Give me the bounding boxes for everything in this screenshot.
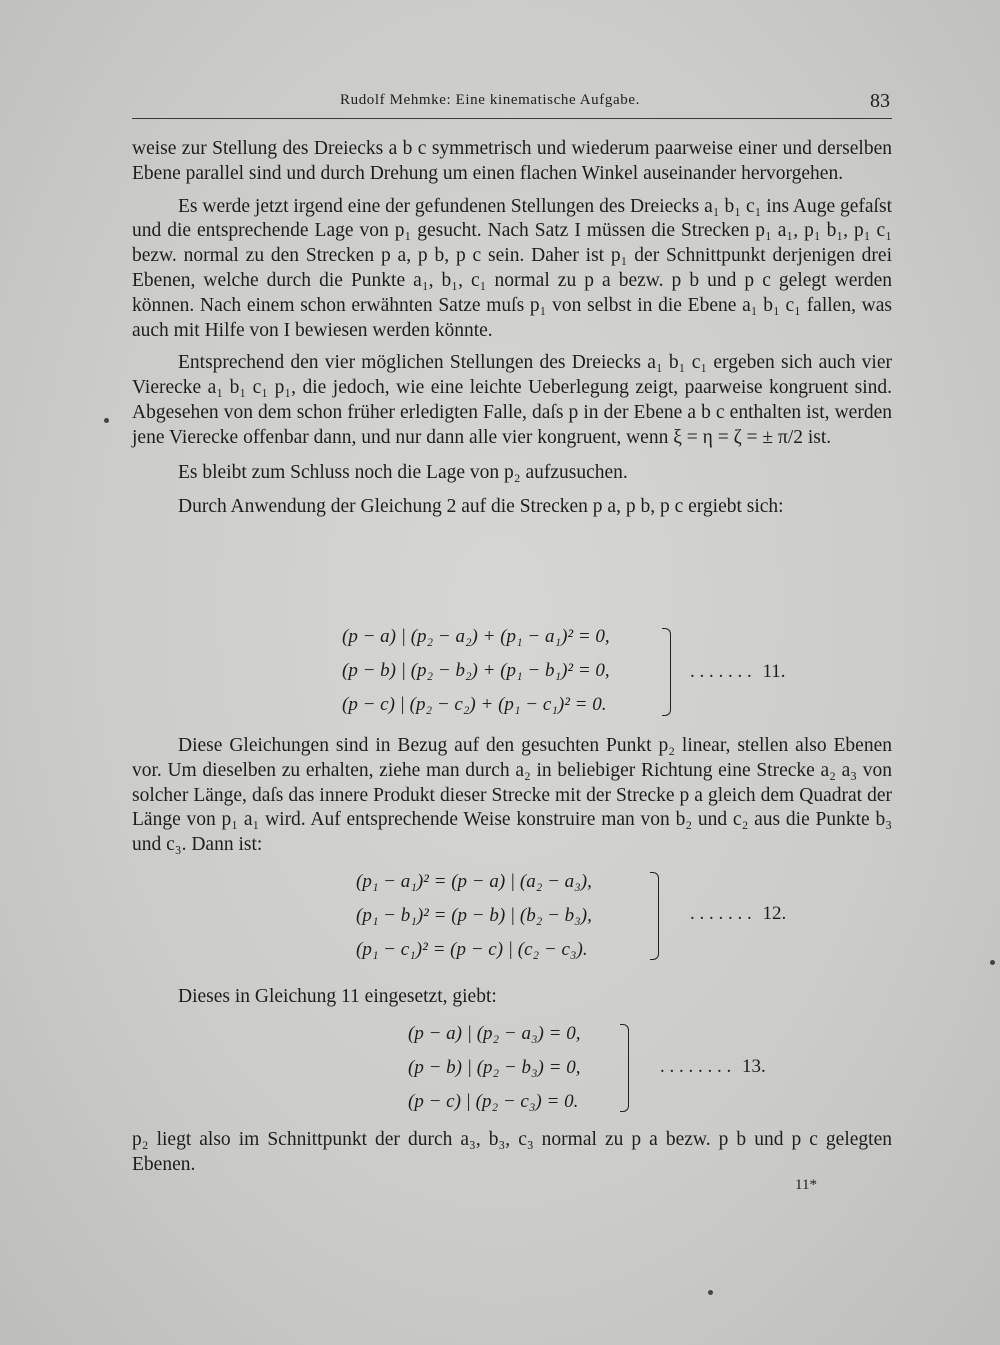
equation-line: (p − a) | (p₂ − a₂) + (p₁ − a₁)² = 0, bbox=[342, 626, 610, 647]
paragraph-7: Dieses in Gleichung 11 eingesetzt, giebt: bbox=[178, 986, 497, 1007]
header-title: Rudolf Mehmke: Eine kinematische Aufgabe. bbox=[340, 92, 640, 108]
equation-line: (p − a) | (p₂ − a₃) = 0, bbox=[408, 1023, 581, 1044]
equation-group-11 bbox=[342, 620, 610, 722]
leader-dots: . . . . . . . bbox=[690, 661, 752, 682]
text-block-2 bbox=[132, 734, 892, 858]
ink-spot bbox=[708, 1290, 713, 1295]
text-block-4 bbox=[132, 1128, 892, 1178]
page-number: 83 bbox=[870, 90, 890, 112]
equation-line: (p − b) | (p₂ − b₃) = 0, bbox=[408, 1057, 581, 1078]
right-brace bbox=[662, 628, 671, 716]
equation-number-13: 13. bbox=[742, 1056, 766, 1077]
running-header bbox=[132, 88, 892, 119]
paragraph-2: Es werde jetzt irgend eine der gefundenen Stellungen des Dreiecks a₁ b₁ c₁ ins Auge gefaſst und die entsprechende Lage von p₁ gesucht. Nach Satz I müssen die Strecken p₁ a₁, p₁ b₁, p₁ c₁ bezw. normal zu den Strecken p a, p b, p c sein. Daher ist p₁ der Schnittpunkt derjenigen drei Ebenen, welche durch die Punkte a₁, b₁, c₁ normal zu p a bezw. p b und p c gelegt werden können. Nach einem schon erwähnten Satze muſs p₁ von selbst in die Ebene a₁ b₁ c₁ fallen, was auch mit Hilfe von I bewiesen werden könnte. bbox=[132, 195, 892, 341]
equation-number-12: 12. bbox=[762, 903, 787, 924]
ink-spot bbox=[104, 418, 109, 423]
equation-line: (p₁ − b₁)² = (p − b) | (b₂ − b₃), bbox=[356, 905, 592, 926]
equation-leader bbox=[660, 1056, 766, 1078]
signature-mark: 11* bbox=[795, 1177, 817, 1193]
text-block-3 bbox=[132, 985, 892, 1010]
text-block-1 bbox=[132, 137, 892, 520]
equation-line: (p₁ − a₁)² = (p − a) | (a₂ − a₃), bbox=[356, 871, 592, 892]
ink-spot bbox=[990, 960, 995, 965]
equation-leader bbox=[690, 903, 786, 925]
paragraph-1: weise zur Stellung des Dreiecks a b c symmetrisch und wiederum paarweise einer und derselben Ebene parallel sind und durch Drehung um einen flachen Winkel auseinander hervorgehen. bbox=[132, 138, 892, 184]
paragraph-6: Diese Gleichungen sind in Bezug auf den gesuchten Punkt p₂ linear, stellen also Ebenen vor. Um dieselben zu erhalten, ziehe man durch a₂ in beliebiger Richtung eine Strecke a₂ a₃ von solcher Länge, daſs das innere Produkt dieser Strecke mit der Strecke p a gleich dem Quadrat der Länge von p₁ a₁ wird. Auf entsprechende Weise konstruire man von b₂ und c₂ aus die Punkte b₃ und c₃. Dann ist: bbox=[132, 735, 892, 856]
leader-dots: . . . . . . . bbox=[690, 903, 752, 924]
equation-line: (p₁ − c₁)² = (p − c) | (c₂ − c₃). bbox=[356, 939, 588, 960]
paragraph-4: Es bleibt zum Schluss noch die Lage von p₂ aufzusuchen. bbox=[178, 461, 628, 483]
paragraph-3: Entsprechend den vier möglichen Stellungen des Dreiecks a₁ b₁ c₁ ergeben sich auch vier Vierecke a₁ b₁ c₁ p₁, die jedoch, wie eine leichte Ueberlegung zeigt, paarweise kongruent sind. Abgesehen von dem schon früher erledigten Falle, daſs p in der Ebene a b c enthalten ist, werden jene Vierecke offenbar dann, und nur dann alle vier kongruent, wenn ξ = η = ζ = ± π/2 ist. bbox=[132, 352, 892, 448]
paragraph-8: p₂ liegt also im Schnittpunkt der durch a₃, b₃, c₃ normal zu p a bezw. p b und p c gelegten Ebenen. bbox=[132, 1129, 892, 1175]
right-brace bbox=[620, 1024, 629, 1112]
equation-group-13 bbox=[408, 1017, 580, 1119]
equation-number-11: 11. bbox=[762, 661, 786, 682]
equation-leader bbox=[690, 661, 786, 683]
equation-line: (p − b) | (p₂ − b₂) + (p₁ − b₁)² = 0, bbox=[342, 660, 610, 681]
paragraph-5: Durch Anwendung der Gleichung 2 auf die Strecken p a, p b, p c ergiebt sich: bbox=[178, 496, 784, 518]
leader-dots: . . . . . . . . bbox=[660, 1056, 732, 1077]
equation-group-12 bbox=[356, 865, 592, 967]
equation-line: (p − c) | (p₂ − c₂) + (p₁ − c₁)² = 0. bbox=[342, 694, 607, 715]
right-brace bbox=[650, 872, 659, 960]
equation-line: (p − c) | (p₂ − c₃) = 0. bbox=[408, 1091, 579, 1112]
